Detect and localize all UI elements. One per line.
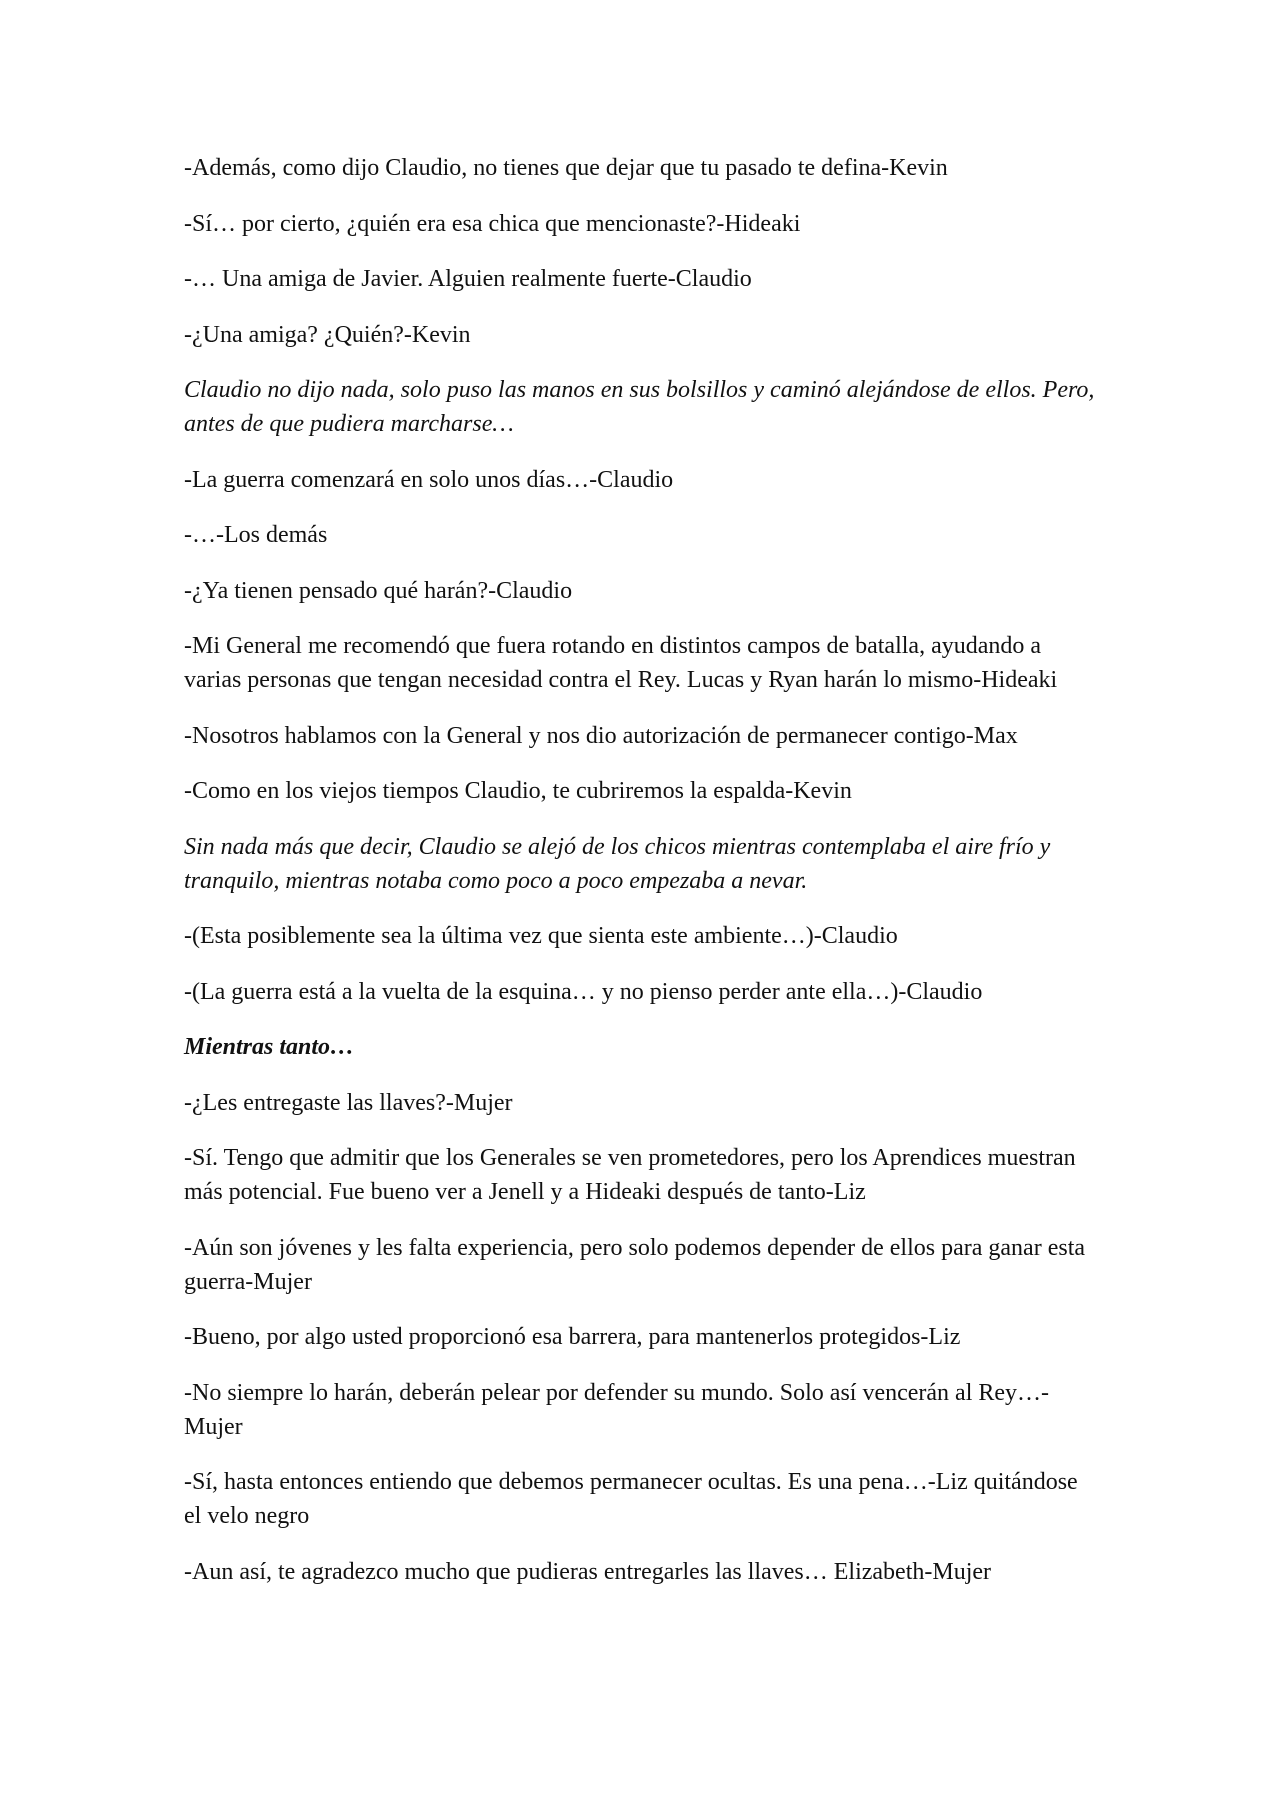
dialogue-line: -Además, como dijo Claudio, no tienes que dejar que tu pasado te defina-Kevin xyxy=(184,155,948,181)
dialogue-line: -(La guerra está a la vuelta de la esquina… y no pienso perder ante ella…)-Claudio xyxy=(184,978,983,1005)
dialogue-line: -Aun así, te agradezco mucho que pudieras entregarles las llaves… Elizabeth-Mujer xyxy=(184,1558,992,1585)
dialogue-line: -…-Los demás xyxy=(184,522,328,548)
dialogue-line: -Nosotros hablamos con la General y nos dio autorización de permanecer contigo-Max xyxy=(184,722,1018,749)
dialogue-line: -(Esta posiblemente sea la última vez que sienta este ambiente…)-Claudio xyxy=(184,923,898,949)
dialogue-line: -Aún son jóvenes y les falta experiencia, pero solo podemos depender de ellos para ganar esta guerra-Mujer xyxy=(184,1234,1086,1295)
scene-break-heading: Mientras tanto… xyxy=(184,1034,355,1060)
dialogue-line: -Sí. Tengo que admitir que los Generales se ven prometedores, pero los Aprendices muestran más potencial. Fue bueno ver a Jenell y a Hideaki después de tanto-Liz xyxy=(184,1145,1076,1205)
dialogue-line: -… Una amiga de Javier. Alguien realmente fuerte-Claudio xyxy=(184,266,752,292)
dialogue-line: -Sí, hasta entonces entiendo que debemos permanecer ocultas. Es una pena…-Liz quitándose el velo negro xyxy=(184,1469,1078,1529)
dialogue-line: -¿Les entregaste las llaves?-Mujer xyxy=(184,1089,513,1116)
dialogue-line: -¿Ya tienen pensado qué harán?-Claudio xyxy=(184,577,573,604)
dialogue-line: -Mi General me recomendó que fuera rotando en distintos campos de batalla, ayudando a varias personas que tengan necesidad contra el Rey. Lucas y Ryan harán lo mismo-Hideaki xyxy=(184,633,1058,693)
dialogue-line: -Sí… por cierto, ¿quién era esa chica que mencionaste?-Hideaki xyxy=(184,210,801,237)
dialogue-line: -Bueno, por algo usted proporcionó esa barrera, para mantenerlos protegidos-Liz xyxy=(184,1324,961,1350)
dialogue-line: -No siempre lo harán, deberán pelear por defender su mundo. Solo así vencerán al Rey…-Mujer xyxy=(184,1379,1050,1440)
dialogue-line: -¿Una amiga? ¿Quién?-Kevin xyxy=(184,321,471,348)
narration-paragraph: Claudio no dijo nada, solo puso las manos en sus bolsillos y caminó alejándose de ellos. Pero, antes de que pudiera marcharse… xyxy=(184,377,1095,437)
dialogue-line: -Como en los viejos tiempos Claudio, te cubriremos la espalda-Kevin xyxy=(184,778,852,804)
narration-paragraph: Sin nada más que decir, Claudio se alejó de los chicos mientras contemplaba el aire frío y tranquilo, mientras notaba como poco a poco empezaba a nevar. xyxy=(184,833,1051,894)
dialogue-line: -La guerra comenzará en solo unos días…-Claudio xyxy=(184,466,674,493)
